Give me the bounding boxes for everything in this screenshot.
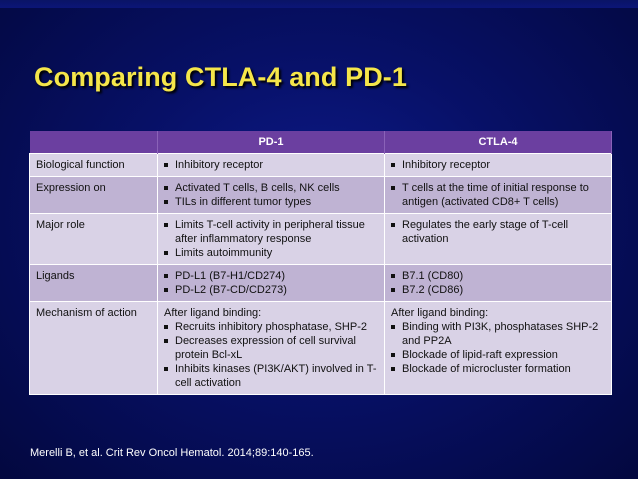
row-label: Mechanism of action xyxy=(30,302,158,395)
bullet-list xyxy=(164,269,379,297)
list-item: Inhibitory receptor xyxy=(391,158,606,172)
bullet-list xyxy=(391,158,606,172)
header-ctla4: CTLA-4 xyxy=(385,131,612,154)
bullet-list xyxy=(391,218,606,246)
pd1-cell xyxy=(158,302,385,395)
bullet-list xyxy=(164,158,379,172)
citation: Merelli B, et al. Crit Rev Oncol Hematol. 2014;89:140-165. xyxy=(30,447,314,459)
ctla4-cell xyxy=(385,154,612,177)
list-item: PD-L2 (B7-CD/CD273) xyxy=(164,283,379,297)
ctla4-cell xyxy=(385,265,612,302)
pd1-cell xyxy=(158,214,385,265)
list-item: Decreases expression of cell survival protein Bcl-xL xyxy=(164,334,379,362)
list-item: Limits autoimmunity xyxy=(164,246,379,260)
list-item: TILs in different tumor types xyxy=(164,195,379,209)
list-item: Regulates the early stage of T-cell activation xyxy=(391,218,606,246)
table-row xyxy=(30,265,612,302)
ctla4-cell xyxy=(385,302,612,395)
list-item: Inhibits kinases (PI3K/AKT) involved in T-cell activation xyxy=(164,362,379,390)
bullet-list xyxy=(164,181,379,209)
list-item: B7.2 (CD86) xyxy=(391,283,606,297)
top-band xyxy=(0,0,638,8)
pd1-cell xyxy=(158,265,385,302)
table-row xyxy=(30,154,612,177)
list-item: PD-L1 (B7-H1/CD274) xyxy=(164,269,379,283)
row-label: Ligands xyxy=(30,265,158,302)
table-row xyxy=(30,177,612,214)
list-item: B7.1 (CD80) xyxy=(391,269,606,283)
ctla4-cell xyxy=(385,177,612,214)
bullet-list xyxy=(164,320,379,390)
list-item: T cells at the time of initial response to antigen (activated CD8+ T cells) xyxy=(391,181,606,209)
row-label: Expression on xyxy=(30,177,158,214)
list-item: Blockade of lipid-raft expression xyxy=(391,348,606,362)
list-item: Activated T cells, B cells, NK cells xyxy=(164,181,379,195)
list-item: Inhibitory receptor xyxy=(164,158,379,172)
row-label: Biological function xyxy=(30,154,158,177)
bullet-list xyxy=(391,269,606,297)
pd1-cell xyxy=(158,154,385,177)
list-item: Binding with PI3K, phosphatases SHP-2 and PP2A xyxy=(391,320,606,348)
header-pd1: PD-1 xyxy=(158,131,385,154)
table-row xyxy=(30,214,612,265)
list-item: Recruits inhibitory phosphatase, SHP-2 xyxy=(164,320,379,334)
pd1-cell xyxy=(158,177,385,214)
bullet-list xyxy=(164,218,379,260)
slide-title: Comparing CTLA-4 and PD-1 xyxy=(34,62,408,92)
comparison-table xyxy=(29,131,612,395)
bullet-list xyxy=(391,320,606,376)
header-blank xyxy=(30,131,158,154)
cell-lead-text: After ligand binding: xyxy=(164,307,262,319)
bullet-list xyxy=(391,181,606,209)
list-item: Limits T-cell activity in peripheral tissue after inflammatory response xyxy=(164,218,379,246)
cell-lead-text: After ligand binding: xyxy=(391,307,489,319)
ctla4-cell xyxy=(385,214,612,265)
table-row xyxy=(30,302,612,395)
list-item: Blockade of microcluster formation xyxy=(391,362,606,376)
row-label: Major role xyxy=(30,214,158,265)
table-header-row xyxy=(30,131,612,154)
